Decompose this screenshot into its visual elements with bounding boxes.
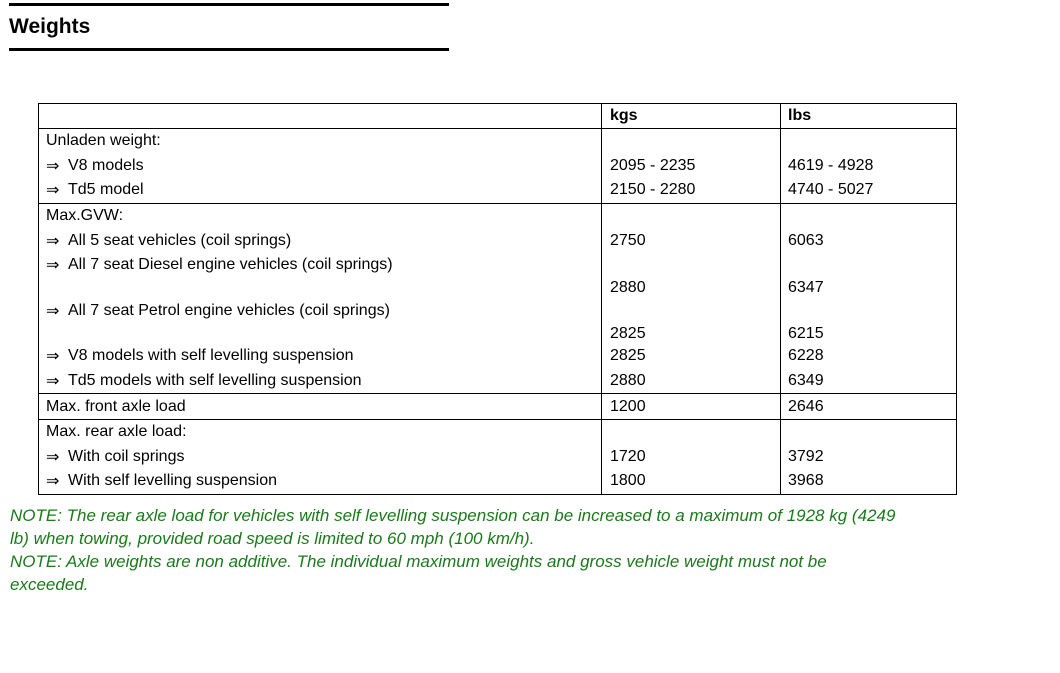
row-label-text: Td5 model bbox=[68, 181, 144, 199]
kgs-cell bbox=[601, 204, 780, 229]
table-row bbox=[39, 178, 956, 203]
table-row-values bbox=[39, 323, 956, 344]
kgs-cell bbox=[601, 420, 780, 445]
group-max-front-axle-load bbox=[39, 393, 956, 419]
arrow-right-icon: ⇒ bbox=[46, 232, 60, 250]
lbs-cell: 4619 - 4928 bbox=[780, 154, 956, 179]
row-label-text: All 5 seat vehicles (coil springs) bbox=[68, 231, 292, 249]
row-label bbox=[39, 299, 601, 324]
kgs-cell: 1800 bbox=[601, 469, 780, 494]
heading-bottom-rule bbox=[9, 48, 449, 51]
row-label bbox=[39, 154, 601, 179]
note-line: lb) when towing, provided road speed is limited to 60 mph (100 km/h). bbox=[10, 529, 535, 548]
table-row bbox=[39, 344, 956, 369]
lbs-cell: 6215 bbox=[780, 323, 956, 344]
lbs-cell bbox=[780, 299, 956, 324]
lbs-cell bbox=[780, 204, 956, 229]
heading-top-rule bbox=[9, 3, 449, 6]
notes-block bbox=[10, 504, 1010, 596]
lbs-cell: 4740 - 5027 bbox=[780, 178, 956, 203]
kgs-cell: 2150 - 2280 bbox=[601, 178, 780, 203]
table-row bbox=[39, 299, 956, 324]
lbs-cell: 2646 bbox=[780, 394, 956, 419]
group-title-row bbox=[39, 420, 956, 445]
page-title: Weights bbox=[9, 15, 91, 38]
arrow-right-icon: ⇒ bbox=[46, 448, 60, 466]
table-header-row bbox=[39, 104, 956, 128]
row-label bbox=[39, 369, 601, 394]
header-lbs: lbs bbox=[780, 104, 956, 128]
group-max-rear-axle-load bbox=[39, 419, 956, 494]
kgs-cell: 1200 bbox=[601, 394, 780, 419]
table-row bbox=[39, 154, 956, 179]
lbs-cell bbox=[780, 129, 956, 154]
weights-table bbox=[38, 103, 957, 495]
group-title: Max. rear axle load: bbox=[46, 423, 187, 441]
arrow-right-icon: ⇒ bbox=[46, 473, 60, 491]
group-title-row bbox=[39, 204, 956, 229]
row-label bbox=[39, 469, 601, 494]
row-label bbox=[39, 228, 601, 253]
note-line: NOTE: Axle weights are non additive. The individual maximum weights and gross vehicle weight must not be bbox=[10, 552, 827, 571]
row-label-text: All 7 seat Diesel engine vehicles (coil springs) bbox=[68, 256, 393, 274]
row-label bbox=[39, 278, 601, 299]
row-label bbox=[39, 445, 601, 470]
kgs-cell: 1720 bbox=[601, 445, 780, 470]
kgs-cell: 2880 bbox=[601, 278, 780, 299]
row-label-text: Td5 models with self levelling suspension bbox=[68, 372, 362, 390]
table-row bbox=[39, 253, 956, 278]
kgs-cell bbox=[601, 129, 780, 154]
note-line: exceeded. bbox=[10, 575, 89, 594]
lbs-cell: 6228 bbox=[780, 344, 956, 369]
kgs-cell: 2825 bbox=[601, 323, 780, 344]
arrow-right-icon: ⇒ bbox=[46, 373, 60, 391]
row-label-text: With coil springs bbox=[68, 447, 185, 465]
lbs-cell bbox=[780, 253, 956, 278]
table-row-values bbox=[39, 278, 956, 299]
group-unladen-weight bbox=[39, 128, 956, 203]
arrow-right-icon: ⇒ bbox=[46, 348, 60, 366]
lbs-cell: 3968 bbox=[780, 469, 956, 494]
row-label bbox=[39, 253, 601, 278]
row-label bbox=[39, 323, 601, 344]
group-title: Unladen weight: bbox=[46, 132, 161, 150]
group-title: Max.GVW: bbox=[46, 207, 124, 225]
lbs-cell: 3792 bbox=[780, 445, 956, 470]
row-label-text: With self levelling suspension bbox=[68, 472, 277, 490]
group-title: Max. front axle load bbox=[46, 397, 186, 415]
table-row bbox=[39, 228, 956, 253]
group-max-gvw bbox=[39, 203, 956, 394]
row-label bbox=[39, 344, 601, 369]
row-label-text: V8 models bbox=[68, 156, 144, 174]
lbs-cell: 6347 bbox=[780, 278, 956, 299]
row-label-text: V8 models with self levelling suspension bbox=[68, 347, 354, 365]
kgs-cell: 2750 bbox=[601, 228, 780, 253]
kgs-cell bbox=[601, 253, 780, 278]
arrow-right-icon: ⇒ bbox=[46, 182, 60, 200]
table-row bbox=[39, 445, 956, 470]
header-label-cell bbox=[39, 104, 601, 128]
row-label bbox=[39, 178, 601, 203]
header-kgs: kgs bbox=[601, 104, 780, 128]
lbs-cell: 6063 bbox=[780, 228, 956, 253]
kgs-cell: 2880 bbox=[601, 369, 780, 394]
kgs-cell: 2095 - 2235 bbox=[601, 154, 780, 179]
kgs-cell: 2825 bbox=[601, 344, 780, 369]
arrow-right-icon: ⇒ bbox=[46, 302, 60, 320]
table-row bbox=[39, 394, 956, 419]
row-label-text: All 7 seat Petrol engine vehicles (coil springs) bbox=[68, 301, 390, 319]
table-row bbox=[39, 369, 956, 394]
kgs-cell bbox=[601, 299, 780, 324]
note-line: NOTE: The rear axle load for vehicles with self levelling suspension can be increased to a maximum of 1928 kg (4249 bbox=[10, 506, 896, 525]
group-title-row bbox=[39, 129, 956, 154]
table-row bbox=[39, 469, 956, 494]
arrow-right-icon: ⇒ bbox=[46, 257, 60, 275]
lbs-cell bbox=[780, 420, 956, 445]
lbs-cell: 6349 bbox=[780, 369, 956, 394]
arrow-right-icon: ⇒ bbox=[46, 157, 60, 175]
